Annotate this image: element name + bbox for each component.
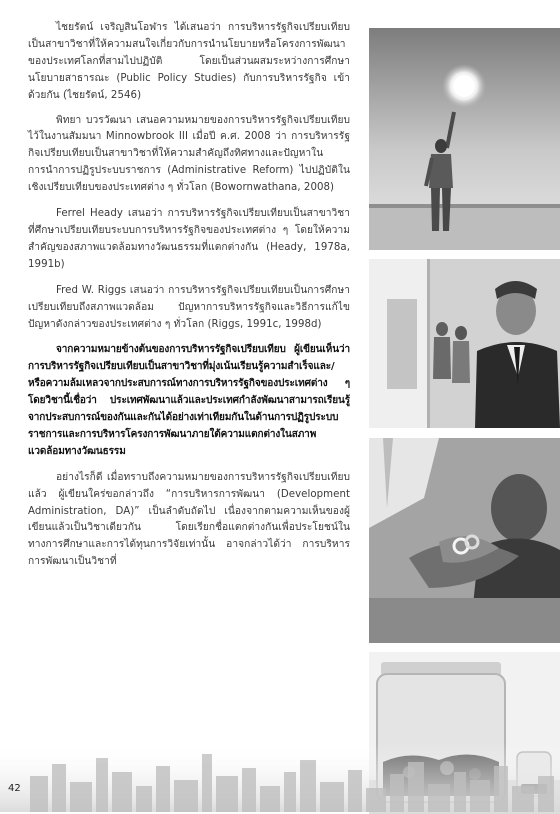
paragraph-riggs: Fred W. Riggs เสนอว่า การบริหารรัฐกิจเปรียบเทียบเป็นการศึกษาเปรียบเทียบถึงสภาพแวดล้อม ปัญหาการบริหารรัฐกิจและวิธีการแก้ไขปัญหาดังกล่าวของประเทศต่าง ๆ ทั่วโลก (Riggs, 1991c, 1998d): [28, 284, 350, 330]
handshake-rings-photo: [369, 438, 560, 643]
paragraph-chaiyarat: ไชยรัตน์ เจริญสินโอฬาร ได้เสนอว่า การบริหารรัฐกิจเปรียบเทียบเป็นสาขาวิชาที่ให้ความสนใจเกี่ยวกับการนำนโยบายหรือโครงการพัฒนาของประเทศโลกที่สามไปปฏิบัติ โดยเป็นส่วนผสมระหว่างการศึกษานโยบายสาธารณะ (Public Policy Studies) กับการบริหารรัฐกิจ เข้าด้วยกัน (ไชยรัตน์, 2546): [28, 22, 350, 101]
page-number: 42: [8, 783, 21, 794]
paragraph-pittaya: พิทยา บวรวัฒนา เสนอความหมายของการบริหารรัฐกิจเปรียบเทียบไว้ในงานสัมมนา Minnowbrook III เมื่อปี ค.ศ. 2008 ว่า การบริหารรัฐกิจเปรียบเทียบเป็นสาขาวิชาที่ให้ความสำคัญถึงทิศทางและปัญหาในการนำการปฏิรูประบบราชการ (Administrative Reform) ไปปฏิบัติในเชิงเปรียบเทียบของประเทศต่าง ๆ ทั่วโลก (Bowornwathana, 2008): [28, 114, 350, 194]
photo-strip: [369, 28, 560, 788]
paragraph-author-summary: จากความหมายข้างต้นของการบริหารรัฐกิจเปรียบเทียบ ผู้เขียนเห็นว่า การบริหารรัฐกิจเปรียบเทียบเป็นสาขาวิชาที่มุ่งเน้นเรียนรู้ความสำเร็จและ/หรือความล้มเหลวจากประสบการณ์ทางการบริหารรัฐกิจของประเทศต่าง ๆ โดยวิชานี้เชื่อว่า ประเทศพัฒนาแล้วและประเทศกำลังพัฒนาสามารถเรียนรู้จากประสบการณ์ของกันและกันได้อย่างเท่าเทียมกันในด้านการปฏิรูประบบราชการและการบริหารโครงการพัฒนาภายใต้ความแตกต่างในสภาพแวดล้อมทางวัฒนธรรม: [28, 344, 350, 457]
text-column: [28, 20, 350, 571]
paragraph-development-administration: อย่างไรก็ดี เมื่อทราบถึงความหมายของการบริหารรัฐกิจเปรียบเทียบแล้ว ผู้เขียนใคร่ขอกล่าวถึง “การบริหารการพัฒนา (Development Administration, DA)” เป็นลำดับถัดไป เนื่องจากตามความเห็นของผู้เขียนแล้วเป็นวิชาเดียวกัน โดยเรียกชื่อแตกต่างกันเพื่อประโยชน์ในทางการศึกษาและการได้ทุนการวิจัยเท่านั้น อาจกล่าวได้ว่า การบริหารการพัฒนาเป็นวิชาที่: [28, 471, 350, 568]
city-skyline-decoration: [0, 742, 560, 812]
paragraph-heady: Ferrel Heady เสนอว่า การบริหารรัฐกิจเปรียบเทียบเป็นสาขาวิชาที่ศึกษาเปรียบเทียบระบบการบริหารรัฐกิจของประเทศต่าง ๆ โดยให้ความสำคัญของสภาพแวดล้อมทางวัฒนธรรมที่แตกต่างกัน (Heady, 1978a, 1991b): [28, 208, 350, 270]
businessmen-meeting-photo: [369, 259, 560, 428]
man-holding-globe-photo: [369, 28, 560, 250]
